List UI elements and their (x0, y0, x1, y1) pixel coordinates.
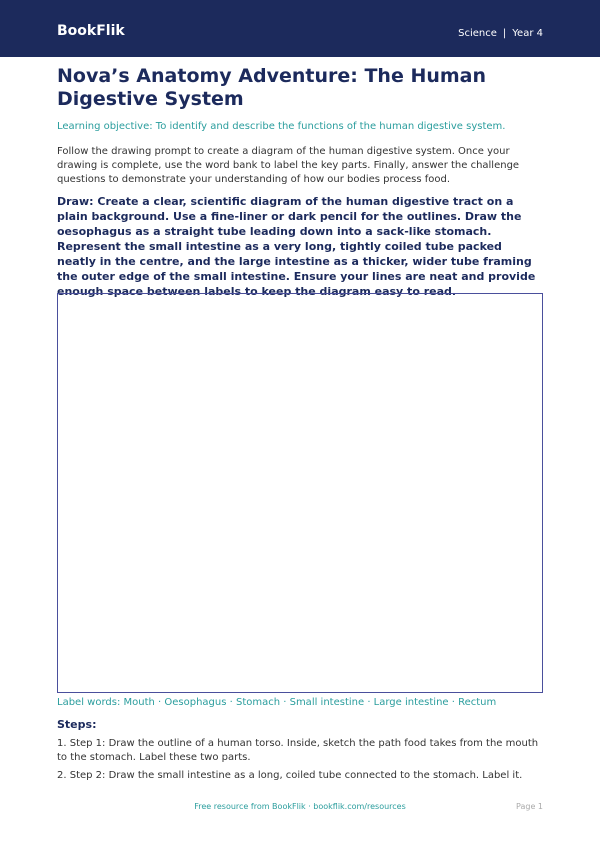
draw-prompt: Draw: Create a clear, scientific diagram of the human digestive tract on a plain background. Use a fine-liner or dark pencil for the outlines. Draw the oesophagus as a straight tube leading down into a sack-like stomach. Represent the small intestine as a very long, tightly coiled tube packed neatly in the centre, and the large intestine as a thicker, wider tube framing the outer edge of the small intestine. Ensure your lines are neat and provide enough space between labels to keep the diagram easy to read. (57, 195, 536, 298)
page-number: Page 1 (516, 802, 543, 811)
brand-logo-text: BookFlik (57, 23, 125, 39)
steps-list (57, 737, 543, 787)
step-item: 2. Step 2: Draw the small intestine as a long, coiled tube connected to the stomach. Label it. (57, 770, 523, 781)
page-header (0, 0, 600, 57)
year-label: Year 4 (512, 28, 543, 39)
drawing-area[interactable] (57, 293, 543, 693)
meta-separator: | (502, 28, 507, 39)
step-item: 1. Step 1: Draw the outline of a human torso. Inside, sketch the path food takes from the mouth to the stomach. Label these two parts. (57, 738, 539, 763)
steps-heading: Steps: (57, 718, 97, 731)
label-word-bank: Label words: Mouth · Oesophagus · Stomach · Small intestine · Large intestine · Rectum (57, 697, 497, 708)
subject-label: Science (458, 28, 497, 39)
subject-year-meta (458, 28, 543, 39)
learning-objective: Learning objective: To identify and describe the functions of the human digestive system. (57, 121, 506, 132)
intro-paragraph: Follow the drawing prompt to create a diagram of the human digestive system. Once your drawing is complete, use the word bank to label the key parts. Finally, answer the challenge questions to demonstrate your understanding of how our bodies process food. (57, 146, 520, 185)
footer-credit: Free resource from BookFlik · bookflik.com/resources (194, 802, 406, 811)
worksheet-title: Nova’s Anatomy Adventure: The Human Digestive System (57, 65, 487, 110)
